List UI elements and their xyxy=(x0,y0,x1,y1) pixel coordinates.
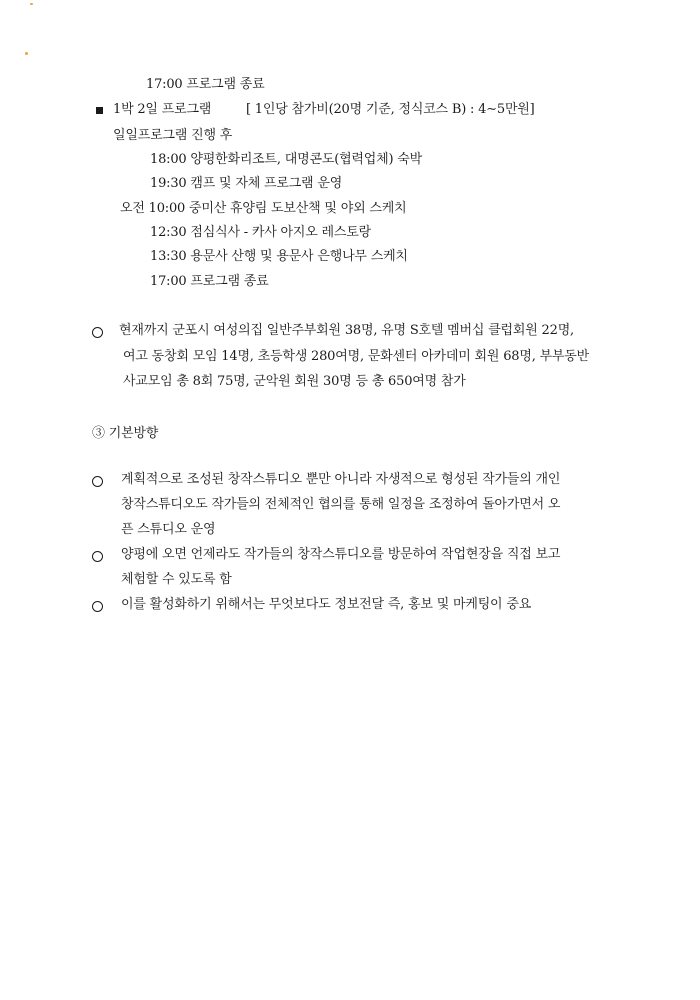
section-heading: ③ 기본방향 xyxy=(92,426,159,441)
participants-line: 여고 동창회 모임 14명, 초등학생 280여명, 문화센터 아카데미 회원 68명, 부부동반 xyxy=(123,349,589,364)
schedule-item-morning: 오전 10:00 중미산 휴양림 도보산책 및 야외 스케치 xyxy=(120,201,407,216)
participants-line: 사교모임 총 8회 75명, 군악원 회원 30명 등 총 650여명 참가 xyxy=(123,374,466,389)
circle-bullet-icon xyxy=(92,601,103,612)
schedule-day1-end: 17:00 프로그램 종료 xyxy=(146,77,265,92)
participants-line: 현재까지 군포시 여성의집 일반주부회원 38명, 유명 S호텔 멤버십 클럽회원 22명, xyxy=(119,323,574,338)
schedule-item: 17:00 프로그램 종료 xyxy=(150,274,269,289)
direction-line: 픈 스튜디오 운영 xyxy=(121,522,216,537)
direction-line: 창작스튜디오도 작가들의 전체적인 협의를 통해 일정을 조정하여 돌아가면서 오 xyxy=(121,497,561,512)
scan-speck xyxy=(25,52,28,55)
program-heading: 1박 2일 프로그램 xyxy=(113,102,212,117)
schedule-item: 19:30 캠프 및 자체 프로그램 운영 xyxy=(150,176,343,191)
schedule-item: 12:30 점심식사 - 카사 아지오 레스토랑 xyxy=(150,225,371,240)
scan-speck xyxy=(30,3,33,5)
circle-bullet-icon xyxy=(92,327,103,338)
circle-bullet-icon xyxy=(92,551,103,562)
square-bullet-icon xyxy=(96,107,103,114)
direction-line: 계획적으로 조성된 창작스튜디오 뿐만 아니라 자생적으로 형성된 작가들의 개인 xyxy=(121,472,561,487)
direction-line: 체험할 수 있도록 함 xyxy=(121,572,232,587)
direction-line: 이를 활성화하기 위해서는 무엇보다도 정보전달 즉, 홍보 및 마케팅이 중요 xyxy=(121,597,532,612)
program-fee: [ 1인당 참가비(20명 기준, 정식코스 B) : 4∼5만원] xyxy=(246,102,535,117)
day1-afternoon-label: 일일프로그램 진행 후 xyxy=(113,128,233,143)
schedule-item: 13:30 용문사 산행 및 용문사 은행나무 스케치 xyxy=(150,249,408,264)
circle-bullet-icon xyxy=(92,476,103,487)
direction-line: 양평에 오면 언제라도 작가들의 창작스튜디오를 방문하여 작업현장을 직접 보고 xyxy=(121,547,561,562)
schedule-item: 18:00 양평한화리조트, 대명콘도(협력업체) 숙박 xyxy=(150,152,423,167)
